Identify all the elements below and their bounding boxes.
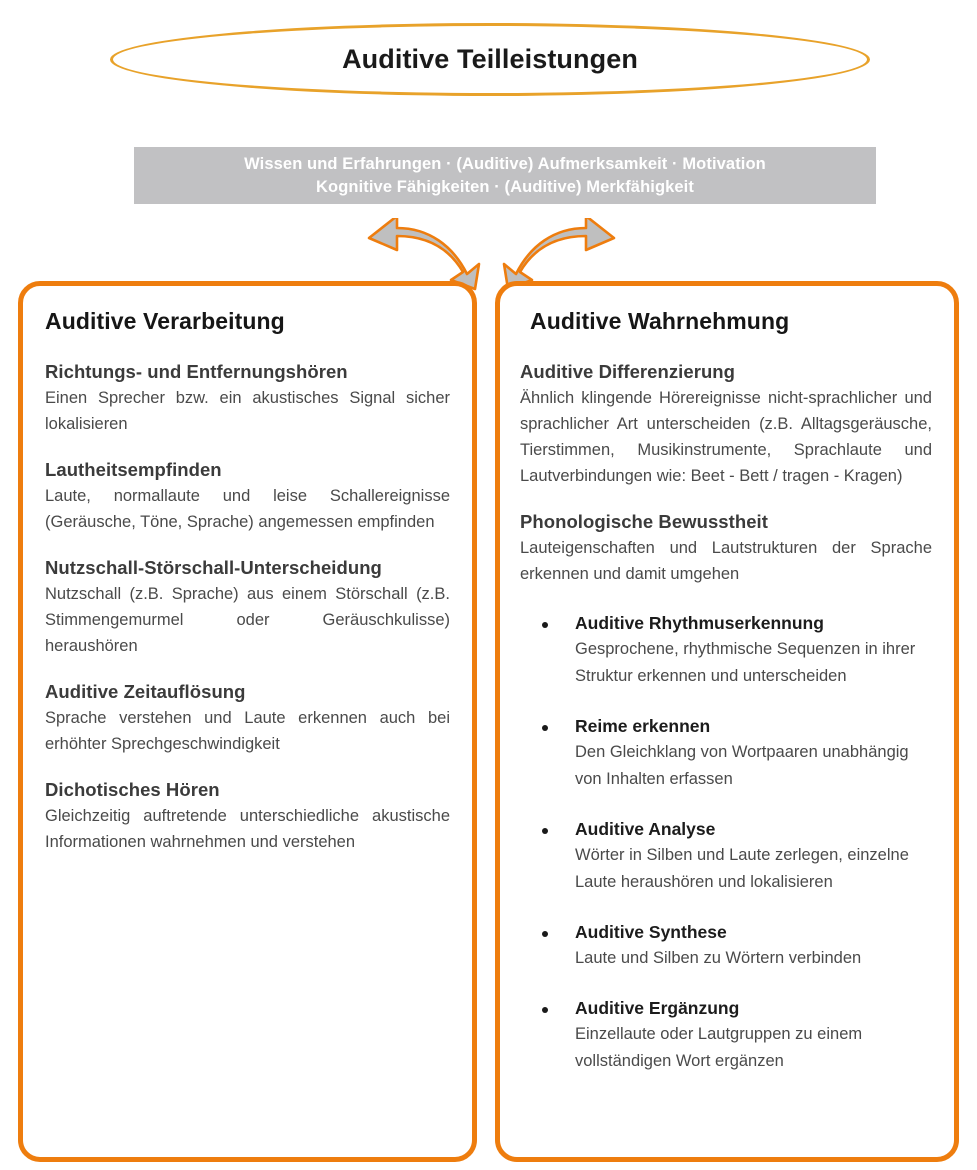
list-item <box>520 613 932 690</box>
bullet-heading: Auditive Analyse <box>575 819 716 839</box>
panel-auditive-wahrnehmung <box>495 281 959 1162</box>
section-auditive-zeitaufloesung <box>45 681 450 757</box>
section-heading: Auditive Zeitauflösung <box>45 681 246 702</box>
section-phonologische-bewusstheit <box>520 511 932 587</box>
context-banner-line-2: Kognitive Fähigkeiten · (Auditive) Merkfähigkeit <box>316 177 694 196</box>
bullet-dot-icon <box>542 828 548 834</box>
panel-left-title: Auditive Verarbeitung <box>45 308 285 334</box>
section-richtungs-und-entfernungshoeren <box>45 361 450 437</box>
section-body: Sprache verstehen und Laute erkennen auch bei erhöhter Sprechgeschwindigkeit <box>45 709 450 753</box>
panel-right-title: Auditive Wahrnehmung <box>530 308 790 334</box>
bullet-dot-icon <box>542 931 548 937</box>
section-auditive-differenzierung <box>520 361 932 489</box>
section-heading: Auditive Differenzierung <box>520 361 735 382</box>
section-body: Nutzschall (z.B. Sprache) aus einem Störschall (z.B. Stimmengemurmel oder Geräuschkulisse) heraushören <box>45 585 450 655</box>
section-heading: Lautheitsempfinden <box>45 459 222 480</box>
list-item <box>520 716 932 793</box>
bullet-dot-icon <box>542 725 548 731</box>
diagram-title-ellipse <box>110 23 870 96</box>
section-nutzschall-stoerschall-unterscheidung <box>45 557 450 659</box>
list-item <box>520 819 932 896</box>
bullet-heading: Auditive Synthese <box>575 922 727 942</box>
bullet-body: Den Gleichklang von Wortpaaren unabhängig von Inhalten erfassen <box>575 743 909 788</box>
section-heading: Richtungs- und Entfernungshören <box>45 361 348 382</box>
section-heading: Dichotisches Hören <box>45 779 220 800</box>
panel-left-content <box>23 286 472 887</box>
section-lautheitsempfinden <box>45 459 450 535</box>
section-body: Gleichzeitig auftretende unterschiedliche akustische Informationen wahrnehmen und verstehen <box>45 807 450 851</box>
bullet-heading: Auditive Ergänzung <box>575 998 740 1018</box>
bullet-body: Einzellaute oder Lautgruppen zu einem vollständigen Wort ergänzen <box>575 1025 863 1070</box>
bullet-body: Gesprochene, rhythmische Sequenzen in ihrer Struktur erkennen und unterscheiden <box>575 640 916 685</box>
panel-right-content <box>500 286 954 1111</box>
section-body: Ähnlich klingende Hörereignisse nicht-sprachlicher und sprachlicher Art unterscheiden (z.B. Alltagsgeräusche, Tierstimmen, Musikinstrumente, Sprachlaute und Lautverbindungen wie: Beet - Bett / tragen - Kragen) <box>520 389 932 485</box>
bullet-body: Wörter in Silben und Laute zerlegen, einzelne Laute heraushören und lokalisieren <box>575 846 909 891</box>
list-item <box>520 998 932 1075</box>
section-dichotisches-hoeren <box>45 779 450 855</box>
bullet-heading: Auditive Rhythmuserkennung <box>575 613 824 633</box>
context-factors-banner <box>134 147 876 204</box>
page-title: Auditive Teilleistungen <box>342 44 638 74</box>
list-item <box>520 922 932 972</box>
section-body: Laute, normallaute und leise Schallereignisse (Geräusche, Töne, Sprache) angemessen empfinden <box>45 487 450 531</box>
bullet-heading: Reime erkennen <box>575 716 711 736</box>
section-heading: Phonologische Bewusstheit <box>520 511 768 532</box>
bullet-body: Laute und Silben zu Wörtern verbinden <box>575 949 862 967</box>
section-body: Lauteigenschaften und Lautstrukturen der Sprache erkennen und damit umgehen <box>520 539 932 583</box>
section-body: Einen Sprecher bzw. ein akustisches Signal sicher lokalisieren <box>45 389 450 433</box>
bullet-dot-icon <box>542 622 548 628</box>
panel-auditive-verarbeitung <box>18 281 477 1162</box>
bullet-dot-icon <box>542 1007 548 1013</box>
phonologische-bewusstheit-bullet-list <box>520 613 932 1075</box>
context-banner-line-1: Wissen und Erfahrungen · (Auditive) Aufmerksamkeit · Motivation <box>244 154 766 173</box>
section-heading: Nutzschall-Störschall-Unterscheidung <box>45 557 382 578</box>
